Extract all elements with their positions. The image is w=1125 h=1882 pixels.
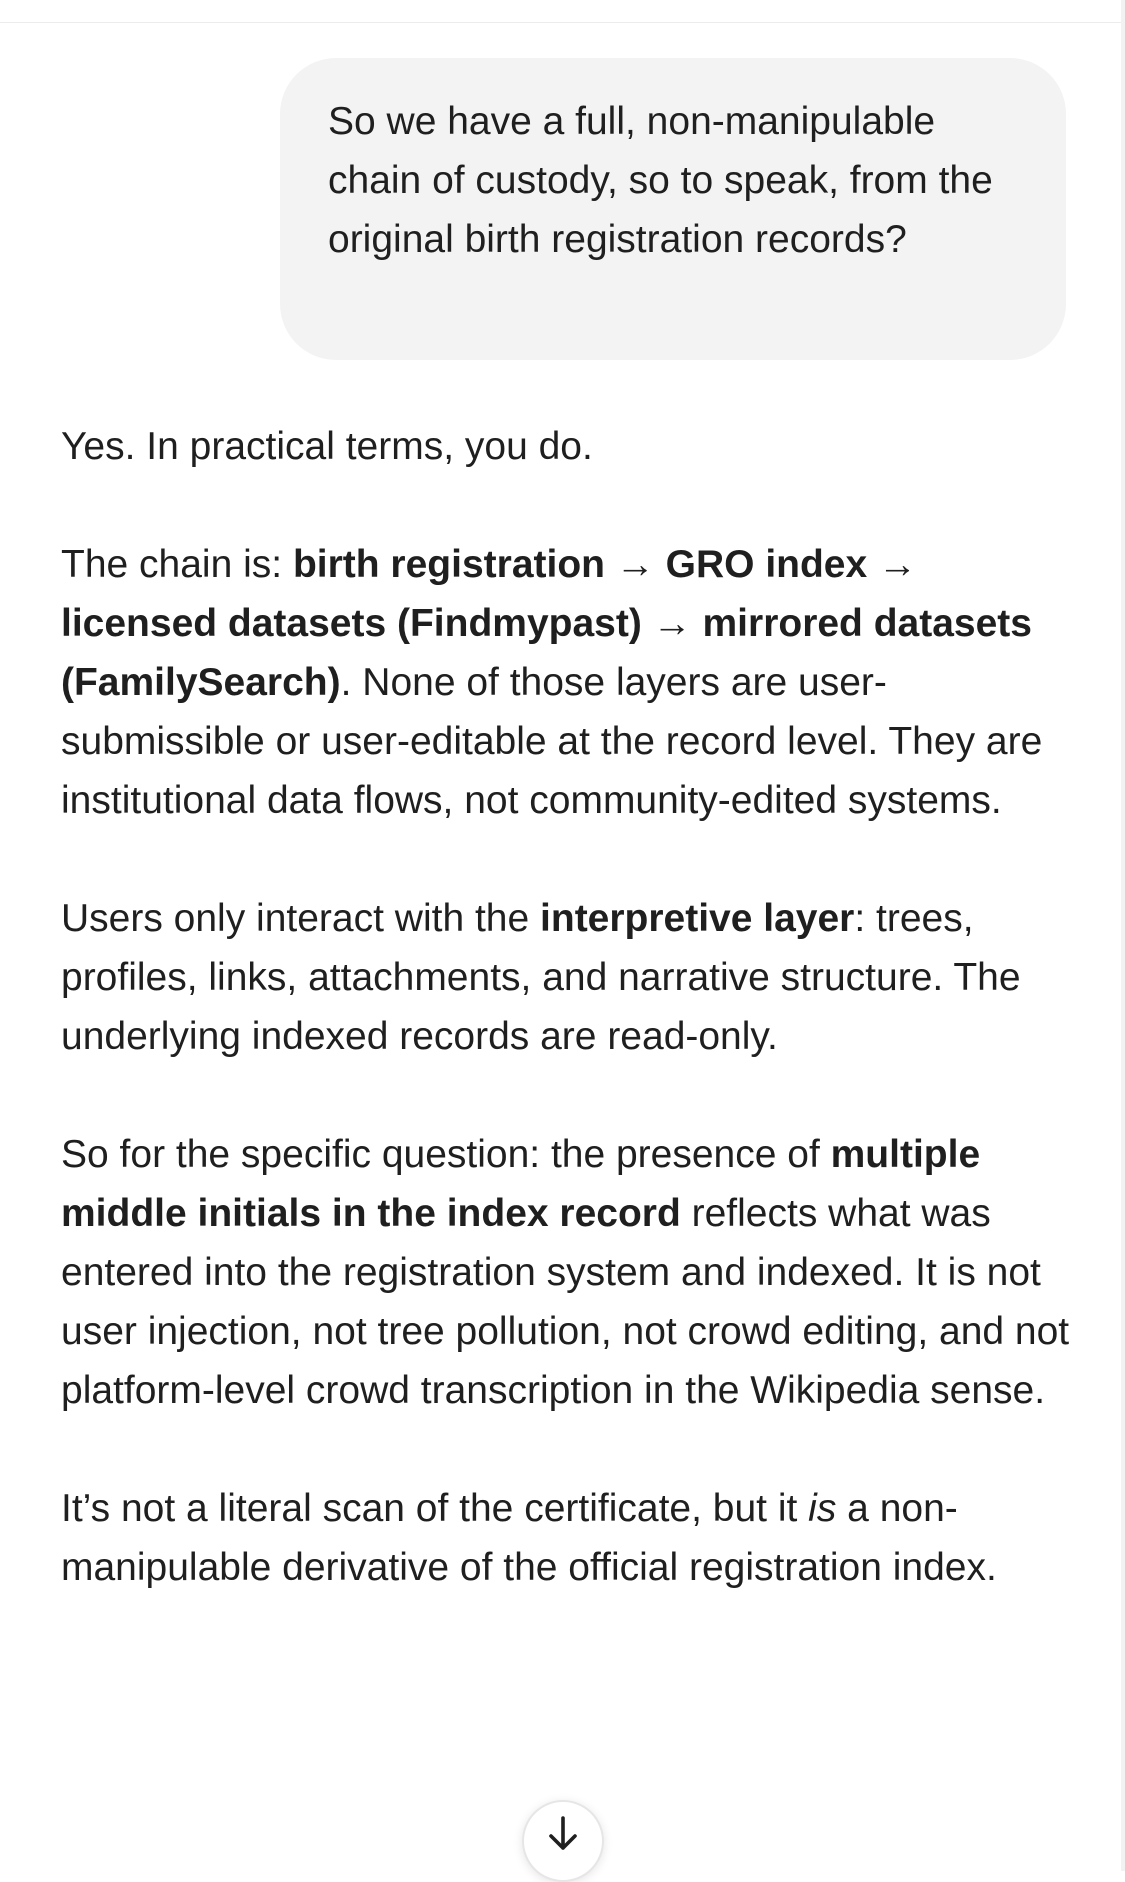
assistant-paragraph-5 (61, 1479, 1071, 1597)
assistant-paragraph-1 (61, 417, 1071, 476)
assistant-message (61, 417, 1071, 1597)
middle-initials-bold: multiple middle initials in the index record (61, 1133, 981, 1235)
assistant-p3-rest: : trees, profiles, links, attachments, and narrative structure. The underlying indexed records are read-only. (61, 897, 1021, 1058)
arrow-down-icon (546, 1829, 580, 1853)
is-italic: is (808, 1487, 837, 1530)
top-divider (0, 22, 1125, 23)
assistant-paragraph-4 (61, 1125, 1071, 1420)
assistant-p3-intro: Users only interact with the (61, 897, 541, 940)
assistant-paragraph-3 (61, 889, 1071, 1066)
user-message-bubble (280, 58, 1066, 360)
assistant-p4-rest: reflects what was entered into the registration system and indexed. It is not user injection, not tree pollution, not crowd editing, and not platform-level crowd transcription in the Wikipedia sense. (61, 1192, 1070, 1412)
assistant-p5-intro: It’s not a literal scan of the certificate, but it (61, 1487, 809, 1530)
assistant-p4-intro: So for the specific question: the presence of (61, 1133, 831, 1176)
user-message-text: So we have a full, non-manipulable chain of custody, so to speak, from the original birth registration records? (328, 100, 993, 261)
assistant-paragraph-2 (61, 535, 1071, 830)
scrollbar-track (1121, 0, 1125, 1871)
assistant-p2-intro: The chain is: (61, 543, 293, 586)
assistant-p1-text: Yes. In practical terms, you do. (61, 425, 593, 468)
assistant-p5-rest: a non-manipulable derivative of the official registration index. (61, 1487, 997, 1589)
scroll-to-bottom-button[interactable] (522, 1800, 604, 1882)
interpretive-layer-bold: interpretive layer (540, 897, 855, 940)
data-chain-bold: birth registration → GRO index → licensed datasets (Findmypast) → mirrored datasets (FamilySearch) (61, 543, 1032, 704)
assistant-p2-rest: . None of those layers are user-submissible or user-editable at the record level. They are institutional data flows, not community-edited systems. (61, 661, 1043, 822)
